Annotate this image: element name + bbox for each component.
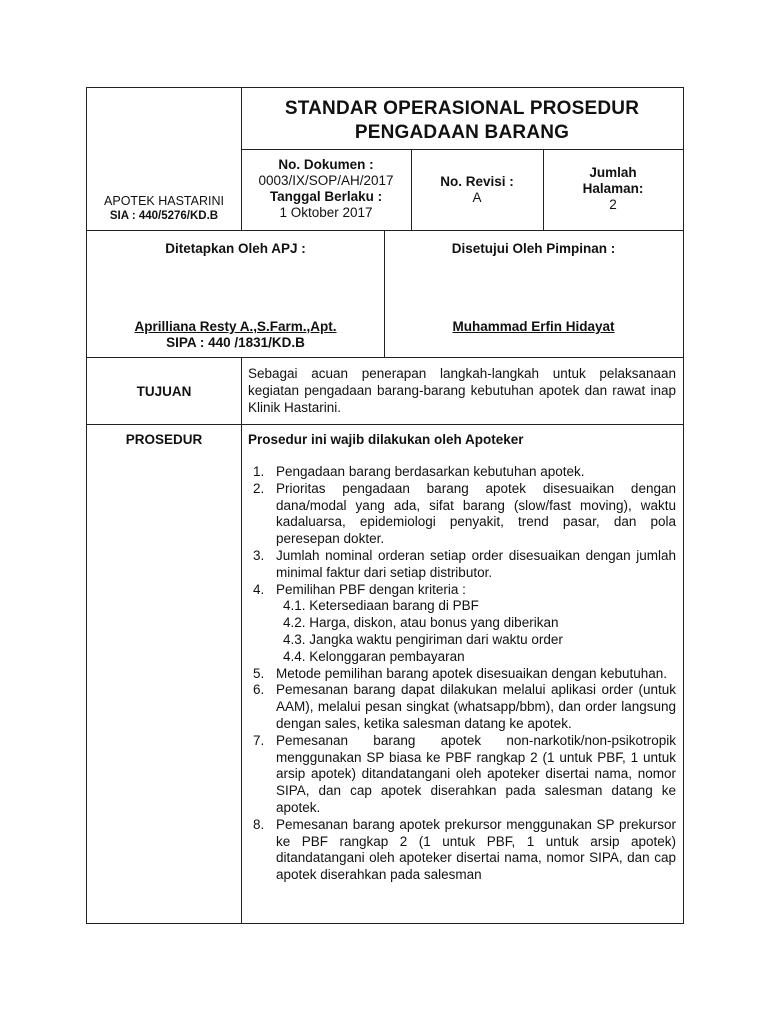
doc-number-value: 0003/IX/SOP/AH/2017 — [258, 173, 394, 188]
document-number-cell — [241, 157, 411, 221]
step-text: Jumlah nominal orderan setiap order disesuaikan dengan jumlah minimal faktur dari setiap distributor. — [276, 547, 676, 580]
title-line: STANDAR OPERASIONAL PROSEDUR — [284, 98, 640, 119]
set-by-license: SIPA : 440 /1831/KD.B — [166, 335, 305, 350]
step-text: Harga, diskon, atau bonus yang diberikan — [309, 615, 559, 631]
set-by-label: Ditetapkan Oleh APJ : — [165, 241, 306, 256]
step-number: 6. — [253, 682, 265, 698]
title-line: PENGADAAN BARANG — [354, 122, 570, 143]
step-text: Ketersediaan barang di PBF — [309, 598, 479, 614]
approved-by-name: Muhammad Erfin Hidayat — [452, 319, 615, 334]
step-number: 5. — [253, 665, 265, 681]
step-text: Metode pemilihan barang apotek disesuaikan dengan kebutuhan. — [276, 665, 668, 681]
step-number: 2. — [253, 480, 265, 496]
list-item — [248, 615, 676, 632]
list-item — [248, 666, 676, 683]
effective-date-label: Tanggal Berlaku : — [269, 189, 383, 204]
step-number: 4.1. — [283, 598, 306, 614]
revision-label: No. Revisi : — [440, 174, 514, 189]
step-number: 1. — [253, 464, 265, 479]
revision-value: A — [472, 190, 482, 205]
list-item — [248, 649, 676, 666]
step-text: Jangka waktu pengiriman dari waktu order — [309, 631, 563, 647]
page-count-label: Halaman: — [582, 181, 644, 196]
list-item — [248, 817, 676, 884]
org-name: APOTEK HASTARINI — [104, 194, 224, 208]
approved-by-label: Disetujui Oleh Pimpinan : — [451, 241, 616, 256]
divider — [241, 149, 683, 150]
page-count-cell — [543, 165, 683, 213]
step-text: Pengadaan barang berdasarkan kebutuhan apotek. — [276, 464, 585, 479]
effective-date-value: 1 Oktober 2017 — [279, 205, 373, 220]
step-number: 8. — [253, 816, 265, 832]
organization-block — [87, 194, 241, 224]
list-item — [248, 464, 676, 481]
step-text: Pemesanan barang apotek prekursor menggunakan SP prekursor ke PBF rangkap 2 (1 untuk PBF, 1 untuk arsip apotek) ditandatangani oleh apoteker disertai nama, nomor SIPA, dan cap apotek diserahkan pada salesman — [276, 816, 676, 883]
revision-cell — [411, 174, 543, 206]
list-item — [248, 632, 676, 649]
list-item — [248, 598, 676, 615]
document-title — [241, 97, 683, 145]
divider — [87, 424, 683, 425]
list-item — [248, 548, 676, 582]
purpose-label: TUJUAN — [136, 384, 192, 399]
set-by-signature-block — [87, 319, 384, 351]
org-license: SIA : 440/5276/KD.B — [109, 210, 219, 222]
sop-document — [86, 87, 684, 924]
divider — [241, 357, 242, 923]
step-number: 3. — [253, 547, 265, 563]
step-number: 4.2. — [283, 615, 306, 631]
list-item — [248, 582, 676, 599]
step-number: 7. — [253, 732, 265, 748]
divider — [87, 357, 683, 358]
step-list — [248, 464, 676, 884]
list-item — [248, 733, 676, 817]
list-item — [248, 682, 676, 732]
divider — [87, 230, 683, 231]
step-text: Pemilihan PBF dengan kriteria : — [276, 581, 466, 597]
step-number: 4.4. — [283, 648, 306, 664]
doc-number-label: No. Dokumen : — [278, 157, 374, 172]
page-count-label: Jumlah — [589, 165, 637, 180]
step-number: 4.3. — [283, 631, 306, 647]
procedure-steps — [248, 464, 676, 884]
purpose-text: Sebagai acuan penerapan langkah-langkah untuk pelaksanaan kegiatan pengadaan barang-barang kebutuhan apotek dan rawat inap Klinik Hastarini. — [248, 366, 676, 415]
step-number: 4. — [253, 581, 265, 597]
procedure-label: PROSEDUR — [125, 432, 203, 447]
page-count-value: 2 — [609, 197, 617, 212]
step-text: Kelonggaran pembayaran — [309, 648, 465, 664]
list-item — [248, 481, 676, 548]
step-text: Pemesanan barang apotek non-narkotik/non-psikotropik menggunakan SP biasa ke PBF rangkap 2 (1 untuk PBF, 1 untuk arsip apotek) ditandatangani oleh apoteker disertai nama, nomor SIPA, dan cap apotek diserahkan pada salesman datang ke apotek. — [276, 732, 676, 815]
procedure-intro: Prosedur ini wajib dilakukan oleh Apoteker — [248, 432, 524, 447]
step-text: Prioritas pengadaan barang apotek disesuaikan dengan dana/modal yang ada, sifat barang (slow/fast moving), waktu kadaluarsa, epidemiologi penyakit, trend pasar, dan pola peresepan dokter. — [276, 480, 676, 547]
set-by-name: Aprilliana Resty A.,S.Farm.,Apt. — [134, 319, 337, 334]
step-text: Pemesanan barang dapat dilakukan melalui aplikasi order (untuk AAM), melalui pesan singkat (whatsapp/bbm), dan order langsung dengan sales, ketika salesman datang ke apotek. — [276, 682, 676, 731]
